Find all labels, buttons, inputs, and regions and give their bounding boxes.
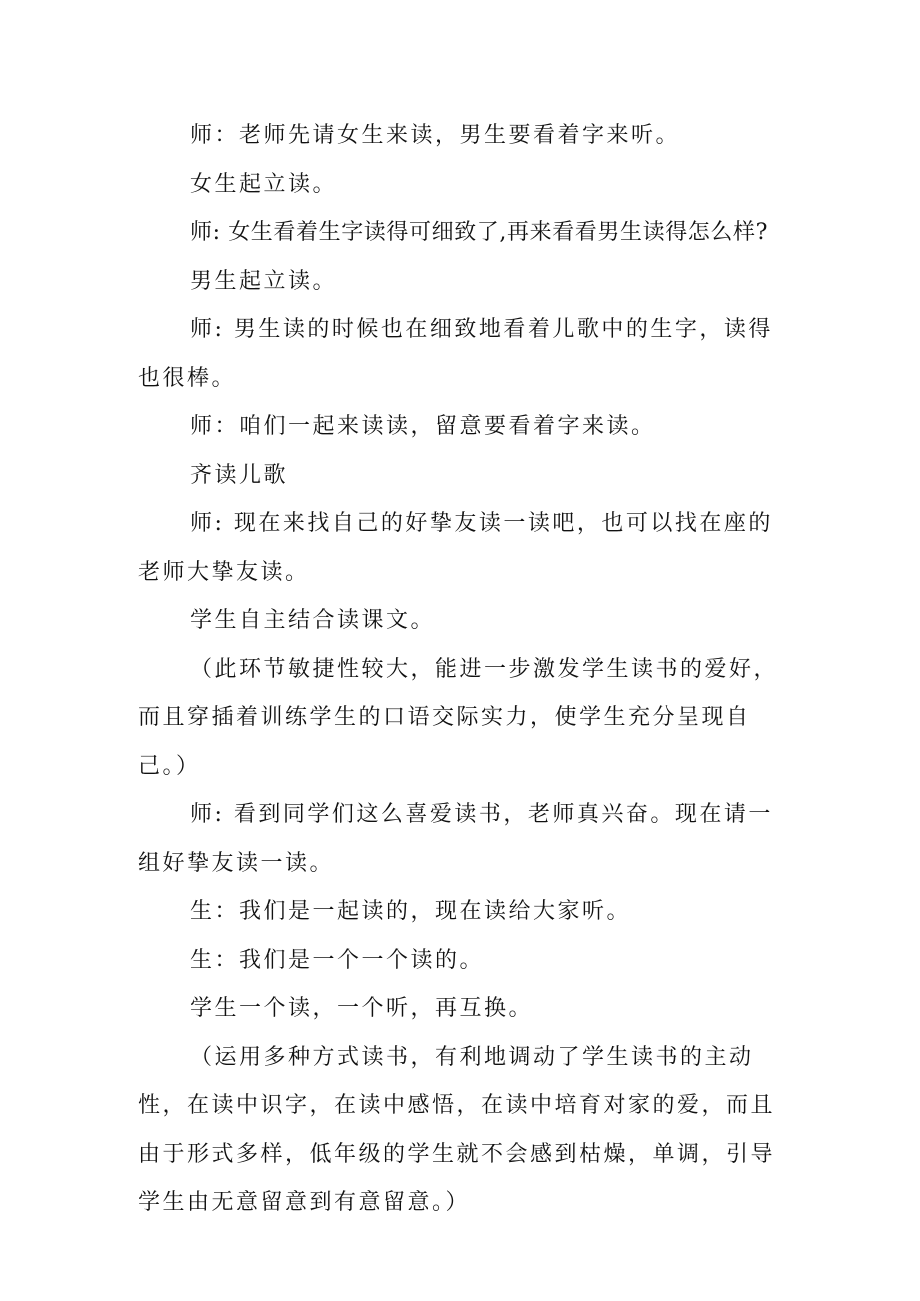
- paragraph: 学生一个读，一个听，再互换。: [190, 996, 534, 1021]
- paragraph: 男生起立读。: [190, 268, 338, 294]
- paragraph: 师: 女生看着生字读得可细致了,再来看看男生读得怎么样?: [190, 220, 768, 245]
- paragraph: 生：我们是一起读的，现在读给大家听。: [190, 899, 632, 924]
- paragraph: 师：老师先请女生来读，男生要看着字来听。: [190, 123, 681, 148]
- paragraph: 女生起立读。: [190, 171, 338, 197]
- paragraph: 师：咱们一起来读读，留意要看着字来读。: [190, 414, 656, 439]
- document-body: [138, 112, 788, 1228]
- paragraph: 学生自主结合读课文。: [190, 608, 436, 633]
- paragraph: 生：我们是一个一个读的。: [190, 947, 485, 973]
- annotation-paragraph: （此环节敏捷性较大，能进一步激发学生读书的爱好，而且穿插着训练学生的口语交际实力，使学生充分呈现自己。）: [138, 656, 779, 779]
- paragraph: 齐读儿歌: [190, 462, 289, 488]
- paragraph: 师: 现在来找自己的好挚友读一读吧，也可以找在座的老师大挚友读。: [138, 511, 773, 585]
- paragraph: 师: 看到同学们这么喜爱读书，老师真兴奋。现在请一组好挚友读一读。: [138, 802, 773, 876]
- annotation-paragraph: （运用多种方式读书，有利地调动了学生读书的主动性，在读中识字，在读中感悟，在读中培育对家的爱，而且由于形式多样，低年级的学生就不会感到枯燥，单调，引导学生由无意留意到有意留意。）: [138, 1044, 776, 1215]
- paragraph: 师: 男生读的时候也在细致地看着儿歌中的生字，读得也很棒。: [138, 317, 773, 391]
